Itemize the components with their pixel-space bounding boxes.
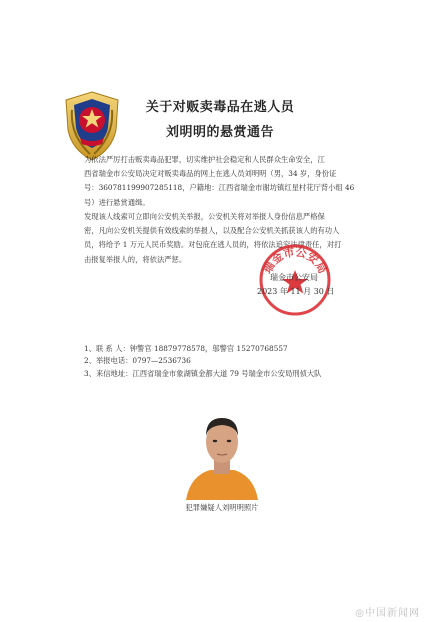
notice-paragraph-2: 发现该人线索可立即向公安机关举报，公安机关将对举报人身份信息严格保 密，凡向公安机关提供有效线索的举报人，以及配合公安机关抓获该人的有功人 员，将给予 1 万元人民币奖励。对包庇在逃人员的，将依法追究法律责任，对打 击报复举报人的，将依法严惩。 — [84, 212, 342, 264]
police-emblem-icon — [62, 90, 122, 162]
notice-title-line2: 刘明明的悬赏通告 — [165, 125, 274, 140]
signature-date: 2023 年 11 月 30 日 — [257, 287, 335, 296]
watermark: ◎中国新闻网 — [355, 608, 420, 619]
signature-org: 瑞金市公安局 — [270, 273, 318, 282]
notice-title-line1: 关于对贩卖毒品在逃人员 — [145, 100, 295, 115]
notice-paragraph-1: 为依法严厉打击贩卖毒品犯罪，切实维护社会稳定和人民群众生命安全，江 西省瑞金市公安局决定对贩卖毒品的网上在逃人员刘明明（男，34 岁，身份证 号：360781199907285118，户籍地：江西省瑞金市谢坊镇红星村花厅背小组 46 号）进行悬赏通缉。 — [84, 155, 355, 207]
contact-line-1: 1、联 系 人：钟警官 18879778578，邬警官 15270768557 — [84, 344, 288, 353]
photo-caption: 犯罪嫌疑人刘明明照片 — [185, 503, 259, 512]
contact-line-3: 3、来信地址：江西省瑞金市象湖镇金都大道 79 号瑞金市公安局刑侦大队 — [84, 369, 322, 378]
suspect-photo — [182, 408, 262, 500]
contact-line-2: 2、举报电话：0797—2536736 — [84, 356, 191, 365]
stamp-arc-text: 瑞金市公安局 — [260, 245, 330, 276]
